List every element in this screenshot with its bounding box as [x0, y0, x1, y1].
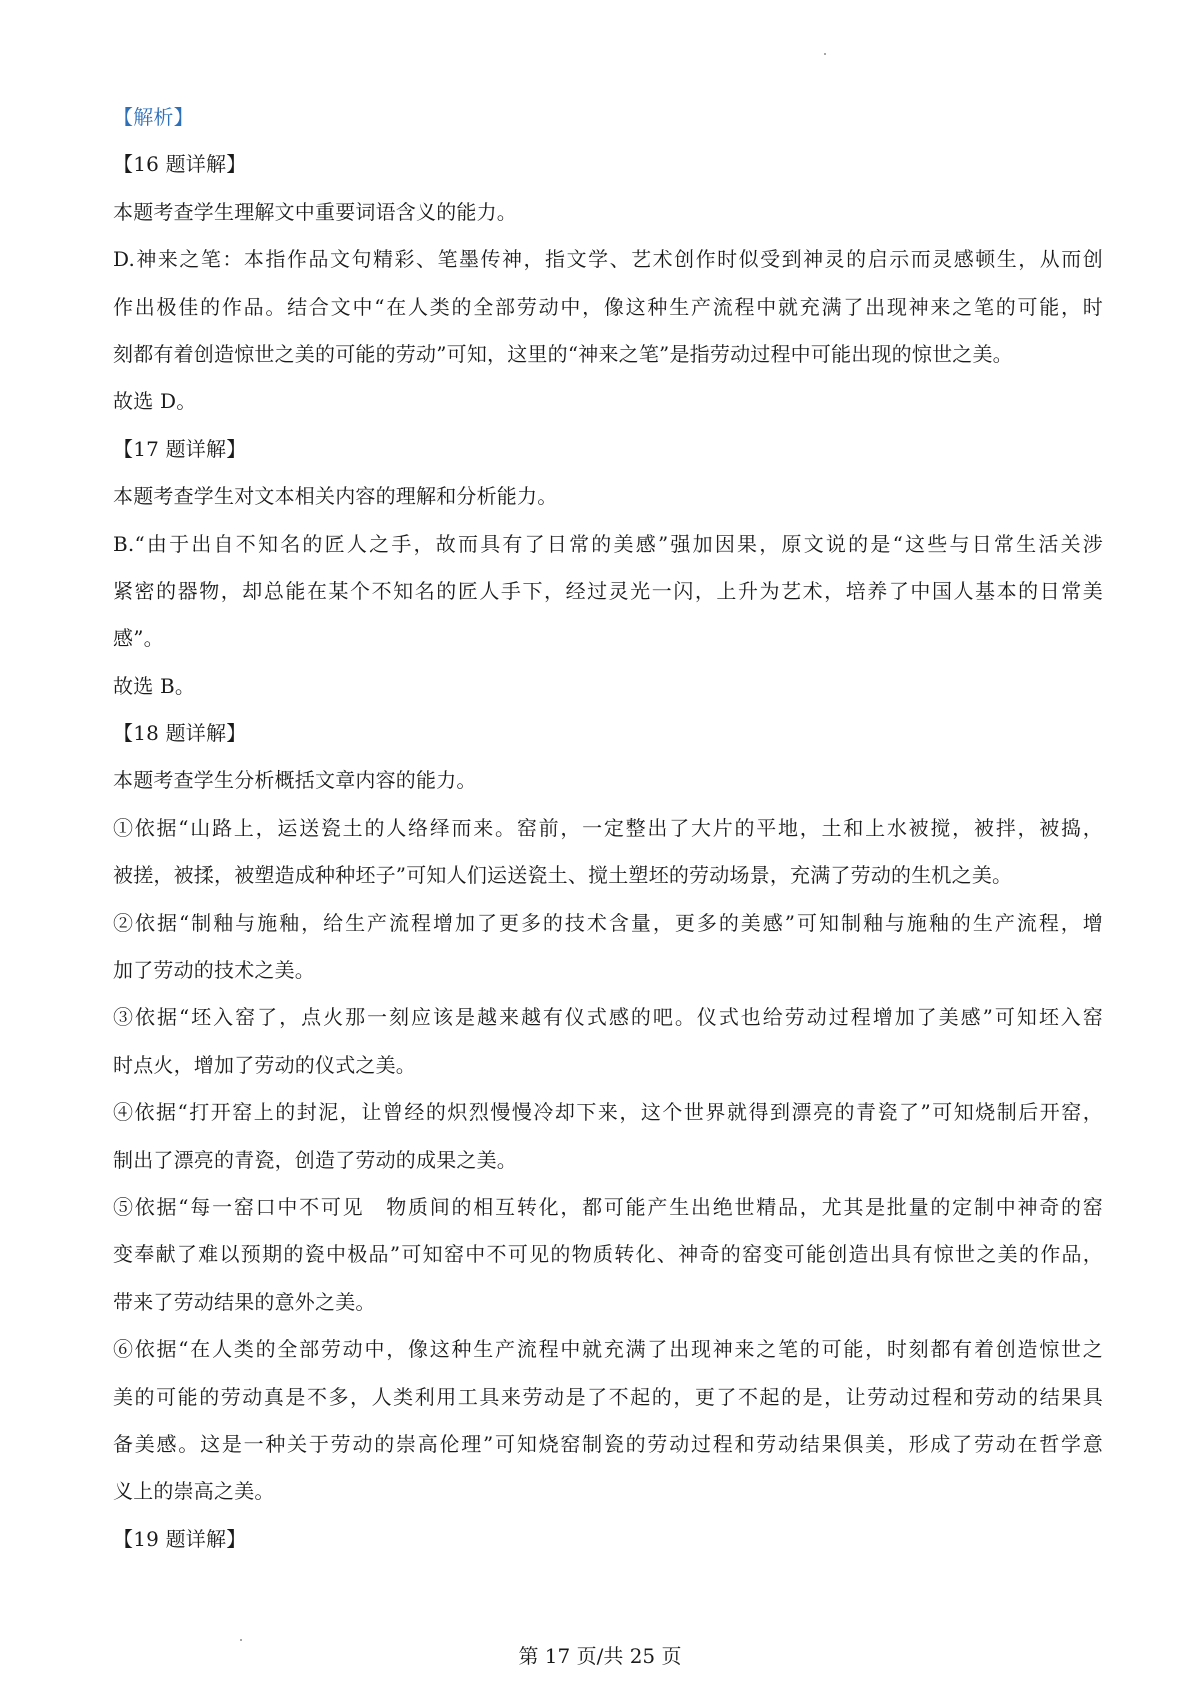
q17-line: 感”。: [113, 626, 164, 651]
q17-line: 紧密的器物，却总能在某个不知名的匠人手下，经过灵光一闪，上升为艺术，培养了中国人基本的日常美: [113, 578, 1103, 603]
q18-line: 时点火，增加了劳动的仪式之美。: [113, 1052, 416, 1077]
q18-line: 被搓，被揉，被塑造成种种坯子”可知人们运送瓷土、搅土塑坯的劳动场景，充满了劳动的生机之美。: [113, 863, 1013, 888]
q18-line: ⑥依据“在人类的全部劳动中，像这种生产流程中就充满了出现神来之笔的可能，时刻都有着创造惊世之: [113, 1337, 1103, 1362]
q18-line: ①依据“山路上，运送瓷土的人络绎而来。窑前，一定整出了大片的平地，土和上水被搅，被拌，被捣，: [113, 815, 1103, 840]
q17-line: B.“由于出自不知名的匠人之手，故而具有了日常的美感”强加因果，原文说的是“这些与日常生活关涉: [113, 531, 1103, 556]
q16-line: 本题考查学生理解文中重要词语含义的能力。: [113, 199, 517, 224]
q18-line: 制出了漂亮的青瓷，创造了劳动的成果之美。: [113, 1147, 517, 1172]
q16-line: D.神来之笔：本指作品文句精彩、笔墨传神，指文学、艺术创作时似受到神灵的启示而灵感顿生，从而创: [113, 247, 1103, 272]
q17-line: 故选 B。: [113, 673, 196, 698]
analysis-label: 【解析】: [113, 105, 194, 129]
answer-analysis-body: [113, 94, 1103, 1563]
q19-header: 【19 题详解】: [113, 1526, 247, 1551]
q16-header: 【16 题详解】: [113, 152, 247, 177]
q18-line: 带来了劳动结果的意外之美。: [113, 1289, 376, 1314]
q18-line: 美的可能的劳动真是不多，人类利用工具来劳动是了不起的，更了不起的是，让劳动过程和劳动的结果具: [113, 1384, 1103, 1409]
q17-line: 本题考查学生对文本相关内容的理解和分析能力。: [113, 484, 558, 509]
q18-line: ⑤依据“每一窑口中不可见 物质间的相互转化，都可能产生出绝世精品，尤其是批量的定制中神奇的窑: [113, 1194, 1103, 1219]
q16-line: 刻都有着创造惊世之美的可能的劳动”可知，这里的“神来之笔”是指劳动过程中可能出现的惊世之美。: [113, 341, 1013, 366]
scan-speck: [240, 1639, 242, 1641]
q18-line: 变奉献了难以预期的瓷中极品”可知窑中不可见的物质转化、神奇的窑变可能创造出具有惊世之美的作品，: [113, 1242, 1103, 1267]
q18-line: ④依据“打开窑上的封泥，让曾经的炽烈慢慢冷却下来，这个世界就得到漂亮的青瓷了”可知烧制后开窑，: [113, 1100, 1103, 1125]
q18-line: ②依据“制釉与施釉，给生产流程增加了更多的技术含量，更多的美感”可知制釉与施釉的生产流程，增: [113, 910, 1103, 935]
q16-line: 作出极佳的作品。结合文中“在人类的全部劳动中，像这种生产流程中就充满了出现神来之笔的可能，时: [113, 294, 1103, 319]
q18-header: 【18 题详解】: [113, 721, 247, 746]
scan-speck: [824, 53, 826, 55]
q17-header: 【17 题详解】: [113, 436, 247, 461]
page-number-footer: 第 17 页/共 25 页: [518, 1644, 682, 1668]
q18-line: 义上的崇高之美。: [113, 1479, 275, 1504]
q18-line: 备美感。这是一种关于劳动的崇高伦理”可知烧窑制瓷的劳动过程和劳动结果俱美，形成了劳动在哲学意: [113, 1431, 1103, 1456]
q18-line: ③依据“坯入窑了，点火那一刻应该是越来越有仪式感的吧。仪式也给劳动过程增加了美感”可知坯入窑: [113, 1005, 1103, 1030]
q18-line: 本题考查学生分析概括文章内容的能力。: [113, 768, 477, 793]
q18-line: 加了劳动的技术之美。: [113, 958, 315, 983]
q16-line: 故选 D。: [113, 389, 197, 414]
